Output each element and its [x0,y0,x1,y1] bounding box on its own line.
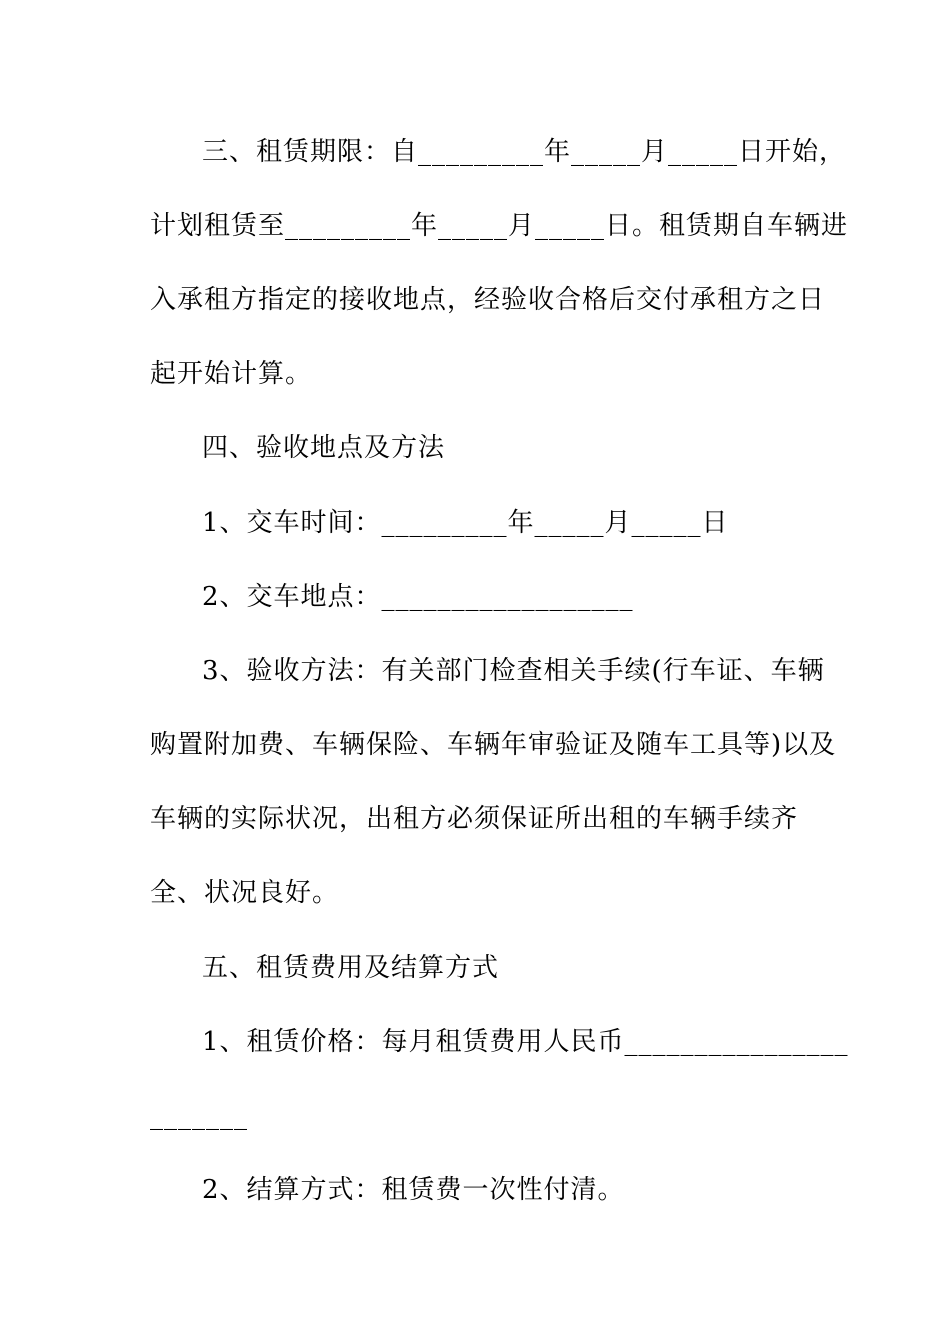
item-5-1-rental-price: 1、租赁价格：每月租赁费用人民币________________ [202,1027,849,1057]
item-4-3-inspection-method: 3、验收方法：有关部门检查相关手续(行车证、车辆 [202,656,825,686]
item-5-2-settlement-method: 2、结算方式：租赁费一次性付清。 [202,1175,625,1205]
clause-3-continued-1: 计划租赁至_________年_____月_____日。租赁期自车辆进 [150,211,849,241]
section-5-heading: 五、租赁费用及结算方式 [202,953,500,983]
item-4-3-continued-2: 车辆的实际状况，出租方必须保证所出租的车辆手续齐 [150,804,799,834]
item-5-1-continued: _______ [150,1101,248,1131]
clause-3-continued-3: 起开始计算。 [150,359,313,389]
section-4-heading: 四、验收地点及方法 [202,433,446,463]
clause-3-lease-term: 三、租赁期限：自_________年_____月_____日开始， [202,137,847,167]
item-4-3-continued-3: 全、状况良好。 [150,878,340,908]
item-4-3-continued-1: 购置附加费、车辆保险、车辆年审验证及随车工具等)以及 [150,730,837,760]
item-4-2-delivery-place: 2、交车地点：__________________ [202,582,634,612]
item-4-1-delivery-time: 1、交车时间：_________年_____月_____日 [202,508,729,538]
clause-3-continued-2: 入承租方指定的接收地点，经验收合格后交付承租方之日 [150,285,826,315]
